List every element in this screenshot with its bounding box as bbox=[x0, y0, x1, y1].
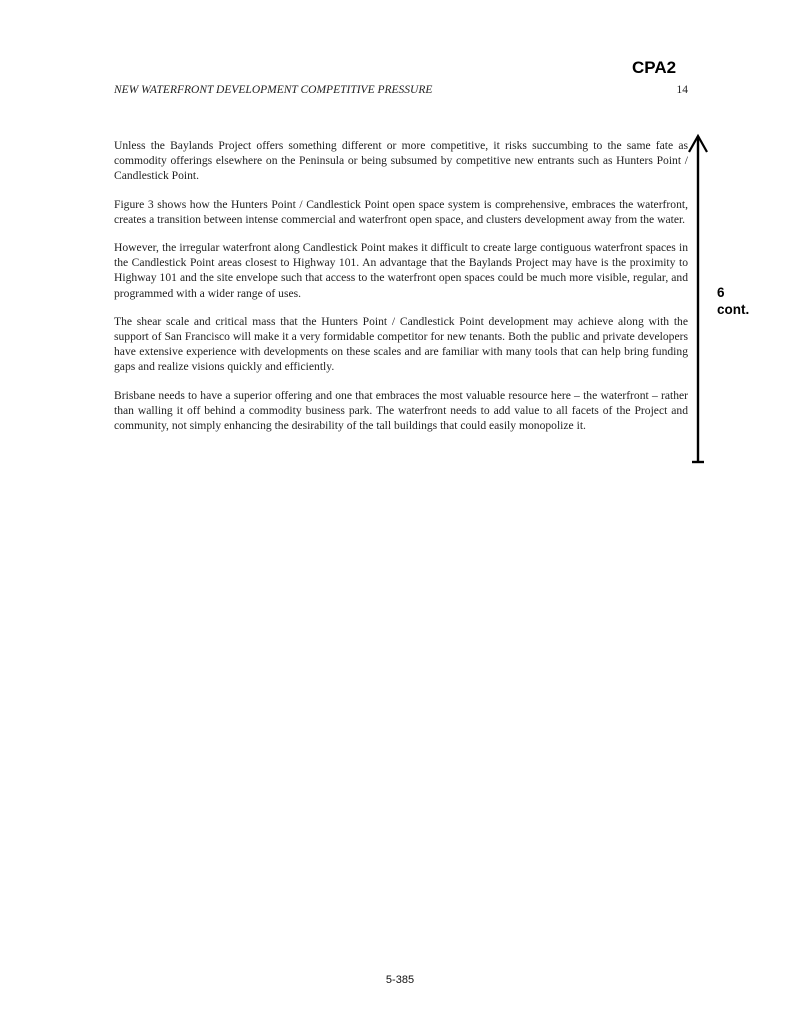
margin-annotation-label: cont. bbox=[717, 302, 750, 317]
paragraph: Unless the Baylands Project offers something different or more competitive, it risks succumbing to the same fate as commodity offerings elsewhere on the Peninsula or being subsumed by competitive new entrants such as Hunters Point / Candlestick Point. bbox=[114, 139, 688, 183]
paragraph: The shear scale and critical mass that the Hunters Point / Candlestick Point development may achieve along with the support of San Francisco will make it a very formidable competitor for new tenants. Both the public and private developers have extensive experience with developments on these scales and are familiar with many tools that can help bring funding gaps and realize visions quickly and efficiently. bbox=[114, 314, 688, 374]
footer-page-number: 5-385 bbox=[385, 974, 415, 986]
paragraph: Figure 3 shows how the Hunters Point / Candlestick Point open space system is comprehensive, embraces the waterfront, creates a transition between intense commercial and waterfront open space, and clusters development away from the water. bbox=[114, 197, 688, 226]
comment-code-label: CPA2 bbox=[632, 58, 677, 77]
margin-annotation bbox=[717, 284, 767, 318]
paragraph: Brisbane needs to have a superior offering and one that embraces the most valuable resource here – the waterfront – rather than walling it off behind a commodity business park. The waterfront needs to add value to all facets of the Project and community, not simply enhancing the desirability of the tall buildings that could easily monopolize it. bbox=[114, 388, 688, 433]
body-text bbox=[114, 138, 688, 446]
header-page-number: 14 bbox=[676, 84, 688, 96]
comment-bracket-arrow bbox=[684, 132, 712, 468]
header-title: NEW WATERFRONT DEVELOPMENT COMPETITIVE PRESSURE bbox=[114, 84, 433, 96]
paragraph: However, the irregular waterfront along Candlestick Point makes it difficult to create large contiguous waterfront spaces in the Candlestick Point areas closest to Highway 101. An advantage that the Baylands Project may have is the proximity to Highway 101 and the site envelope such that access to the waterfront open spaces could be much more visible, regular, and programmed with a wider range of uses. bbox=[114, 241, 688, 300]
running-header bbox=[114, 84, 688, 96]
margin-annotation-number: 6 bbox=[717, 285, 725, 300]
